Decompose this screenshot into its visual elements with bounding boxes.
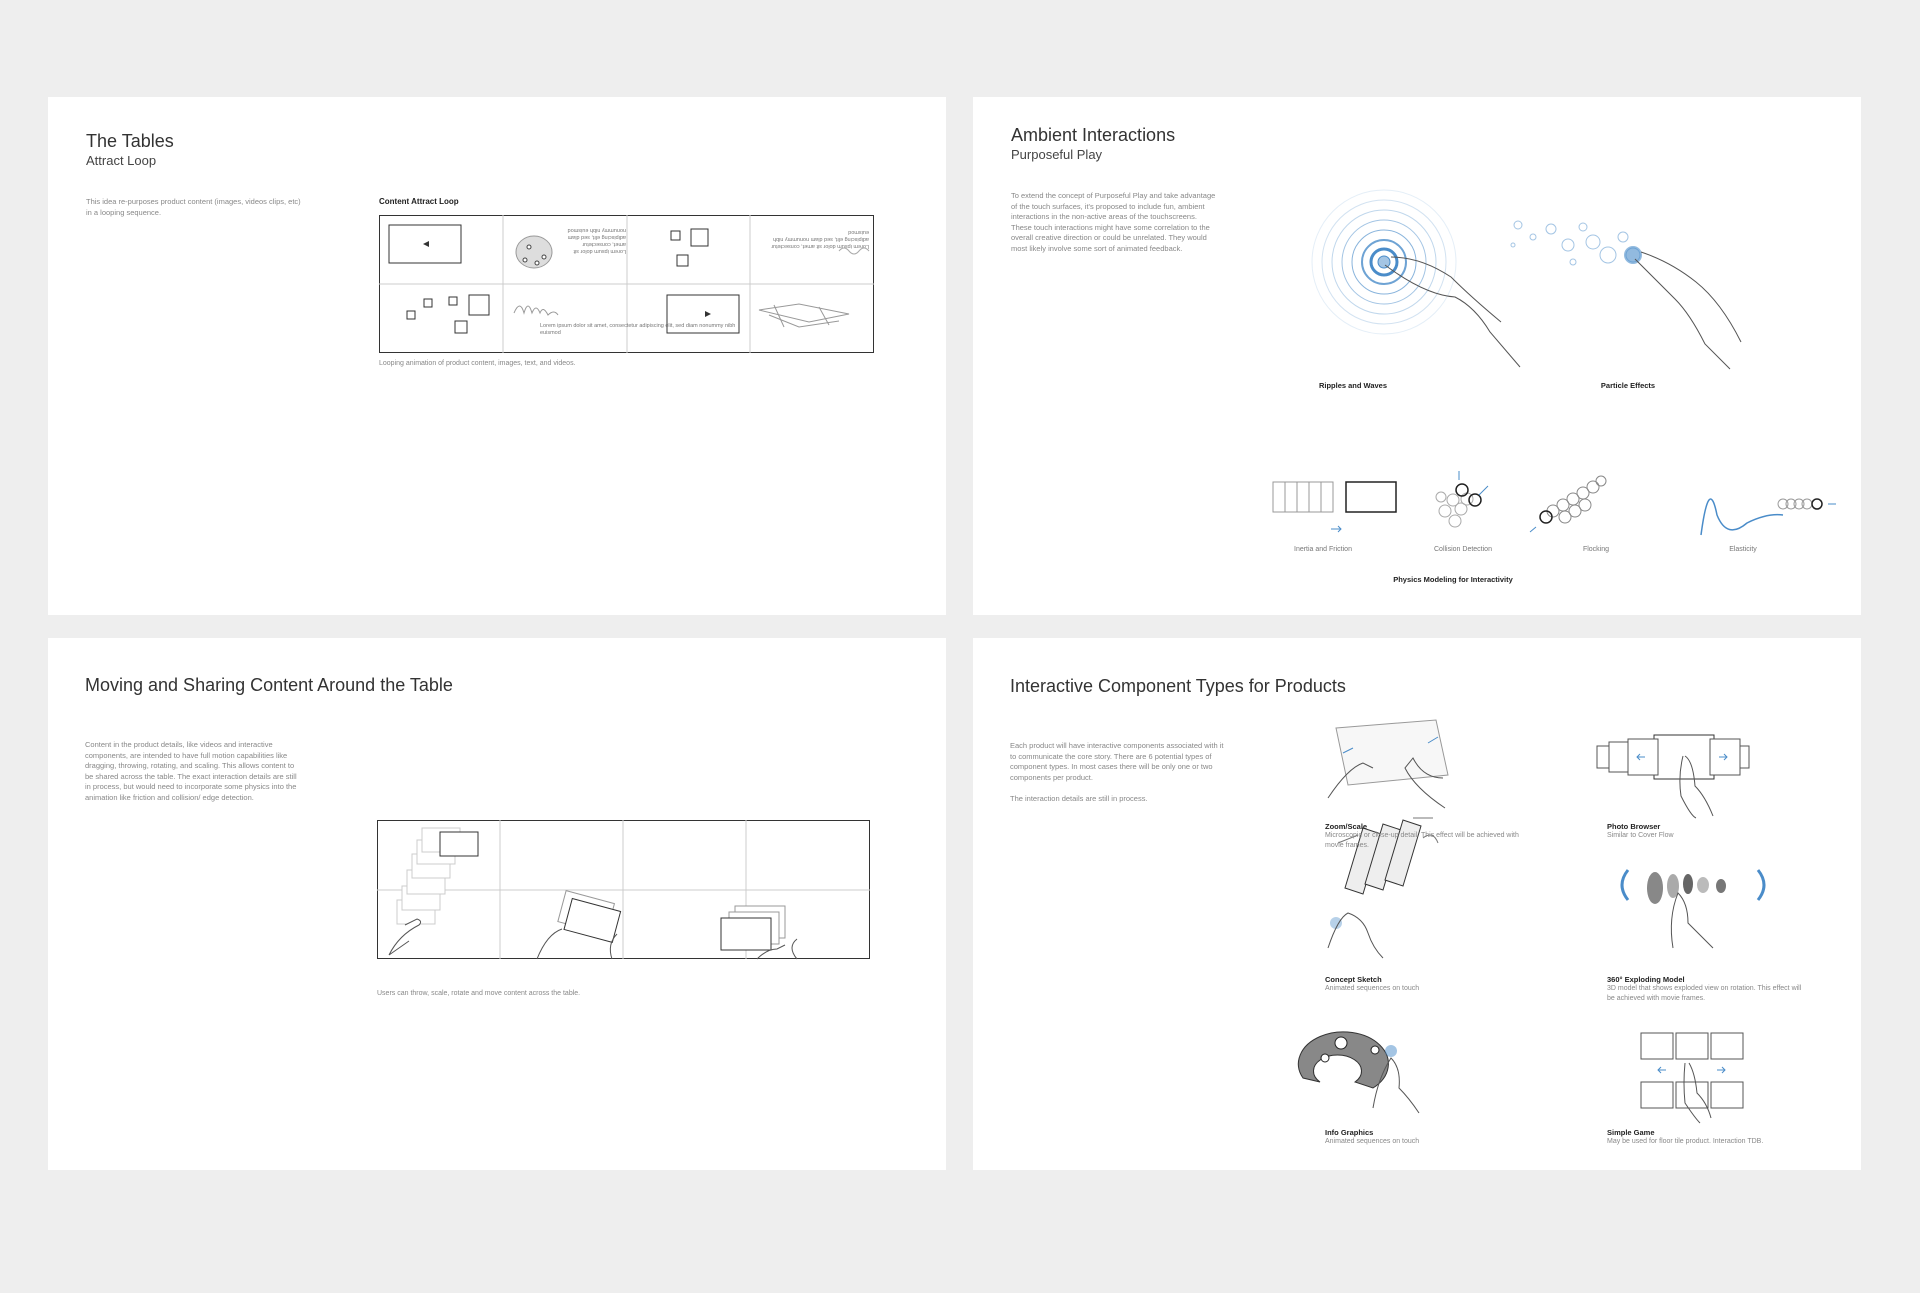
physics-label: Elasticity bbox=[1729, 546, 1757, 553]
physics-title: Physics Modeling for Interactivity bbox=[1393, 575, 1513, 584]
slide-title: Moving and Sharing Content Around the Table bbox=[85, 675, 453, 695]
component-zoom-scale bbox=[1325, 822, 1525, 851]
slide-body-text: Content in the product details, like videos and interactive components, are intended to have full motion capabilities like dragging, throwing, rotating, and scaling. This allows content to be shared across the table. The exact interaction details are still in process, but would need to incorporate some physics into the animation like friction and collision/ edge detection. bbox=[85, 740, 297, 802]
component-info-graphics bbox=[1325, 1128, 1525, 1147]
component-name: Concept Sketch bbox=[1325, 975, 1382, 984]
rotated-cell-text: Lorem ipsum dolor sit amet, consectetur adipiscing elit, sed diam nonummy nibh euismod bbox=[567, 227, 626, 254]
component-name: Info Graphics bbox=[1325, 1128, 1374, 1137]
table-caption: Users can throw, scale, rotate and move content across the table. bbox=[377, 990, 581, 997]
slide-interactive-component-types bbox=[973, 638, 1861, 1170]
cell-text: Lorem ipsum dolor sit amet, consectetur adipiscing elit, sed diam nonummy nibh euismod bbox=[540, 323, 736, 336]
collision-icon bbox=[1436, 492, 1473, 527]
component-description: 3D model that shows exploded view on rotation. This effect will be achieved with movie frames. bbox=[1607, 985, 1802, 1002]
grid-label: Content Attract Loop bbox=[379, 197, 459, 206]
component-simple-game bbox=[1607, 1128, 1827, 1147]
slide-body-text: This idea re-purposes product content (images, videos clips, etc) in a looping sequence. bbox=[86, 197, 301, 217]
slide-subtitle: Attract Loop bbox=[86, 153, 157, 168]
inertia-icon bbox=[1273, 482, 1396, 512]
slide-tables-attract-loop bbox=[48, 97, 946, 615]
attract-loop-grid bbox=[379, 215, 874, 353]
component-description: Similar to Cover Flow bbox=[1607, 832, 1674, 839]
slide-ambient-interactions bbox=[973, 97, 1861, 615]
component-name: Photo Browser bbox=[1607, 822, 1661, 831]
component-photo-browser bbox=[1607, 822, 1807, 841]
slide-body-text: Each product will have interactive components associated with it to communicate the core story. There are 6 potential types of component types. In most cases there will be only one or two components per product. bbox=[1010, 741, 1224, 782]
zoom-scale-illustration bbox=[1328, 720, 1448, 808]
info-graphics-illustration bbox=[1298, 1032, 1419, 1113]
elasticity-icon bbox=[1701, 499, 1783, 535]
component-illustrations bbox=[973, 638, 1861, 1170]
flocking-icon bbox=[1547, 476, 1606, 523]
particle-illustration bbox=[1511, 221, 1640, 265]
component-description: Animated sequences on touch bbox=[1325, 1138, 1420, 1145]
physics-label: Flocking bbox=[1582, 546, 1610, 553]
component-name: Zoom/Scale bbox=[1325, 822, 1368, 831]
physics-label: Inertia and Friction bbox=[1294, 546, 1352, 553]
particle-label: Particle Effects bbox=[1600, 381, 1656, 390]
slide-body-note: The interaction details are still in process. bbox=[1010, 794, 1148, 803]
component-description: May be used for floor tile product. Interaction TDB. bbox=[1607, 1138, 1764, 1145]
table-diagram bbox=[377, 820, 870, 959]
slide-title: Interactive Component Types for Products bbox=[1010, 676, 1346, 696]
grid-caption: Looping animation of product content, images, text, and videos. bbox=[379, 360, 576, 367]
component-description: Microscopic or close-up detail. This effect will be achieved with movie frames. bbox=[1325, 832, 1519, 849]
component-description: Animated sequences on touch bbox=[1325, 985, 1420, 992]
ambient-illustrations bbox=[973, 97, 1861, 615]
slide-moving-sharing-content bbox=[48, 638, 946, 1170]
component-concept-sketch bbox=[1325, 975, 1525, 994]
slide-title: The Tables bbox=[86, 131, 174, 151]
slide-title: Ambient Interactions bbox=[1011, 125, 1176, 145]
ripples-illustration bbox=[1312, 190, 1456, 334]
mirrored-cell-text: Lorem ipsum dolor sit amet, consectetur adipiscing elit, sed diam nonummy nibh euismod bbox=[771, 229, 869, 249]
slide-subtitle: Purposeful Play bbox=[1011, 147, 1103, 162]
component-exploding-model bbox=[1607, 975, 1807, 1004]
component-name: Simple Game bbox=[1607, 1128, 1655, 1137]
component-name: 360° Exploding Model bbox=[1607, 975, 1685, 984]
table-diagram-illustration bbox=[377, 820, 870, 959]
physics-label: Collision Detection bbox=[1434, 546, 1492, 553]
ripples-label: Ripples and Waves bbox=[1318, 381, 1388, 390]
exploding-model-illustration bbox=[1647, 872, 1726, 904]
slide-body-text: To extend the concept of Purposeful Play and take advantage of the touch surfaces, it's proposed to include fun, ambient interactions in the non-active areas of the touchscreens. These touch interactions might have some correlation to the overall creative direction or could be unrelated. They would most likely involve some sort of animated feedback. bbox=[1011, 191, 1216, 253]
